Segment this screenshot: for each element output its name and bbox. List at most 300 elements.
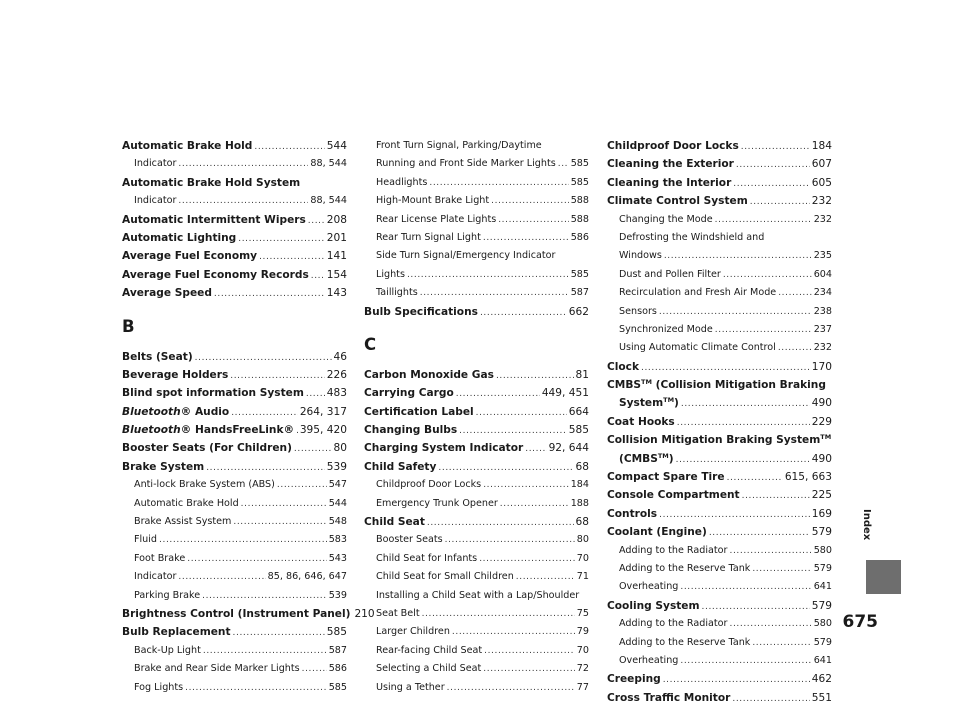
entry-label: Using Automatic Climate Control [619,342,776,354]
index-tab-marker [866,560,901,594]
index-entry[interactable] [607,137,832,155]
leader-dots [178,155,308,173]
leader-dots [525,440,546,458]
index-entry[interactable] [607,192,832,210]
leader-dots [447,679,575,697]
index-entry[interactable] [122,247,347,265]
entry-label: Console Compartment [607,489,740,502]
entry-pages: 662 [568,305,589,318]
leader-dots [729,615,811,633]
entry-label: Adding to the Radiator [619,544,728,556]
entry-label: Side Turn Signal/Emergency Indicator [376,250,556,262]
index-side-label: Index [861,509,872,541]
leader-dots [302,660,327,678]
leader-dots [709,524,810,542]
leader-dots [422,605,575,623]
entry-label: Recirculation and Fresh Air Mode [619,287,777,299]
index-subentry[interactable] [364,605,589,623]
entry-label: Windows [619,250,662,262]
index-subentry[interactable] [122,155,347,173]
entry-pages: 580 [813,544,832,556]
entry-label: Carrying Cargo [364,387,454,400]
index-subentry[interactable] [607,652,832,670]
entry-pages: 544 [326,140,347,152]
entry-label: Fog Lights [134,681,184,693]
entry-label: Belts (Seat) [122,350,193,363]
entry-label: Blind spot information System [122,387,304,400]
entry-pages: 579 [813,562,832,574]
index-entry[interactable] [607,394,832,412]
index-subentry[interactable] [607,284,832,302]
entry-pages: 141 [326,250,347,263]
entry-pages: 585 [570,176,589,188]
entry-label: Child Safety [364,460,437,473]
index-subentry[interactable] [364,679,589,697]
index-subentry[interactable] [607,560,832,578]
leader-dots [187,550,326,568]
entry-label: Synchronized Mode [619,323,713,335]
entry-pages: 70 [576,552,589,564]
entry-pages: 587 [570,287,589,299]
entry-label: Controls [607,507,658,520]
leader-dots [752,634,811,652]
entry-label: Changing Bulbs [364,424,458,437]
entry-label: Rear Turn Signal Light [376,231,481,243]
index-entry[interactable] [122,366,347,384]
entry-label: (CMBS™) [619,451,674,465]
leader-dots [483,660,574,678]
index-entry[interactable] [607,505,832,523]
entry-pages: 588 [570,213,589,225]
entry-label: Fluid [134,534,158,546]
entry-label: Creeping [607,673,661,686]
entry-pages: 587 [328,644,347,656]
section-letter: C [364,334,377,354]
index-subentry[interactable] [364,531,589,549]
leader-dots [452,623,575,641]
entry-pages: 462 [811,673,832,686]
entry-pages: 264, 317 [299,405,347,418]
index-subentry[interactable] [364,137,589,155]
entry-pages: 641 [813,654,832,666]
entry-label: Child Seat for Small Children [376,571,514,583]
index-subentry[interactable] [122,192,347,210]
index-subentry[interactable] [122,679,347,697]
index-subentry[interactable] [364,476,589,494]
entry-pages: 72 [576,663,589,675]
entry-pages: 641 [813,581,832,593]
entry-pages: 579 [813,636,832,648]
leader-dots [742,487,810,505]
leader-dots [723,266,812,284]
entry-pages: 585 [570,158,589,170]
index-subentry[interactable] [364,660,589,678]
entry-pages: 208 [326,213,347,226]
entry-label: Indicator [134,195,177,207]
leader-dots [496,367,574,385]
index-entry[interactable] [607,174,832,192]
index-subentry[interactable] [364,495,589,513]
entry-pages: 585 [326,626,347,639]
entry-label: Adding to the Reserve Tank [619,636,751,648]
leader-dots [233,513,326,531]
leader-dots [429,174,568,192]
entry-pages: 551 [811,691,832,704]
entry-pages: 238 [813,305,832,317]
entry-pages: 586 [328,663,347,675]
index-entry[interactable] [364,421,589,439]
entry-pages: 607 [811,158,832,171]
leader-dots [438,459,573,477]
entry-pages: 547 [328,479,347,491]
index-subentry[interactable] [607,229,832,247]
index-subentry[interactable] [607,321,832,339]
leader-dots [484,642,575,660]
index-entry[interactable] [122,403,347,421]
entry-pages: 586 [570,231,589,243]
index-subentry[interactable] [607,615,832,633]
entry-pages: 169 [811,507,832,520]
entry-pages: 46 [333,350,347,363]
index-entry[interactable] [364,458,589,476]
entry-label: Lights [376,268,405,280]
entry-label: Emergency Trunk Opener [376,497,498,509]
page-number: 675 [842,612,878,632]
index-subentry[interactable] [364,155,589,173]
index-subentry[interactable] [364,587,589,605]
index-entry[interactable] [607,523,832,541]
entry-label: Dust and Pollen Filter [619,268,721,280]
entry-pages: 395, 420 [299,424,347,437]
index-entry[interactable] [122,439,347,457]
index-subentry[interactable] [607,634,832,652]
entry-label: Climate Control System [607,195,748,208]
entry-label: Child Seat for Infants [376,552,478,564]
index-subentry[interactable] [122,587,347,605]
index-entry[interactable] [607,689,832,707]
leader-dots [159,531,327,549]
index-subentry[interactable] [122,495,347,513]
leader-dots [311,267,325,285]
leader-dots [727,469,783,487]
entry-pages: 543 [328,552,347,564]
index-subentry[interactable] [364,284,589,302]
entry-label: Bulb Specifications [364,305,478,318]
leader-dots [752,560,811,578]
leader-dots [259,248,325,266]
index-subentry[interactable] [364,174,589,192]
entry-label: Brake and Rear Side Marker Lights [134,663,300,675]
index-subentry[interactable] [607,339,832,357]
entry-label: Childproof Door Locks [376,479,482,491]
entry-label: Booster Seats (For Children) [122,442,292,455]
entry-pages: 234 [813,287,832,299]
index-subentry[interactable] [122,513,347,531]
leader-dots [778,284,812,302]
entry-pages: 71 [576,571,589,583]
leader-dots [178,192,308,210]
entry-label: Beverage Holders [122,368,229,381]
leader-dots [736,156,810,174]
index-entry[interactable] [607,358,832,376]
index-subentry[interactable] [122,642,347,660]
index-subentry[interactable] [364,623,589,641]
entry-pages: 490 [811,397,832,410]
index-subentry[interactable] [607,247,832,265]
index-entry[interactable] [122,137,347,155]
index-entry[interactable] [364,439,589,457]
index-entry[interactable] [122,623,347,641]
entry-label: Defrosting the Windshield and [619,231,765,243]
entry-pages: 615, 663 [784,471,832,484]
entry-pages: 490 [811,452,832,465]
entry-label: Brake System [122,460,205,473]
entry-pages: 579 [811,526,832,539]
entry-label: Indicator [134,571,177,583]
index-column-2 [364,137,589,697]
entry-label: Bulb Replacement [122,626,231,639]
index-entry[interactable] [364,384,589,402]
entry-label: Foot Brake [134,552,186,564]
entry-label: Charging System Indicator [364,442,524,455]
leader-dots [202,587,327,605]
entry-pages: 579 [811,599,832,612]
index-entry[interactable] [607,376,832,394]
leader-dots [516,568,575,586]
leader-dots [663,671,810,689]
index-subentry[interactable] [364,642,589,660]
entry-pages: 232 [813,213,832,225]
entry-pages: 80 [333,442,347,455]
entry-label: Sensors [619,305,657,317]
entry-pages: 184 [811,140,832,152]
index-entry[interactable] [122,229,347,247]
index-entry[interactable] [122,211,347,229]
entry-pages: 604 [813,268,832,280]
entry-label: Cleaning the Interior [607,176,732,189]
entry-label: Clock [607,360,640,373]
leader-dots [420,284,569,302]
entry-label: System™) [619,396,679,410]
index-entry[interactable] [122,266,347,284]
entry-label: Bluetooth® HandsFreeLink® [122,424,295,437]
index-entry[interactable] [122,458,347,476]
entry-label: Rear License Plate Lights [376,213,497,225]
entry-pages: 483 [326,387,347,400]
index-entry[interactable] [607,413,832,431]
entry-pages: 79 [576,626,589,638]
entry-label: Back-Up Light [134,644,201,656]
entry-label: Indicator [134,158,177,170]
leader-dots [715,321,812,339]
entry-pages: 539 [326,460,347,473]
entry-label: Automatic Brake Hold [122,140,253,152]
leader-dots [733,175,809,193]
index-subentry[interactable] [607,211,832,229]
index-subentry[interactable] [364,211,589,229]
index-entry[interactable] [607,468,832,486]
index-entry[interactable] [122,174,347,192]
index-subentry[interactable] [364,550,589,568]
index-entry[interactable] [607,450,832,468]
index-subentry[interactable] [122,660,347,678]
leader-dots [558,155,569,173]
entry-label: Average Fuel Economy Records [122,268,309,281]
entry-pages: 188 [570,497,589,509]
leader-dots [277,476,327,494]
leader-dots [296,422,298,440]
entry-label: Automatic Brake Hold System [122,176,301,189]
entry-label: Brake Assist System [134,516,232,528]
leader-dots [233,624,325,642]
entry-label: Cleaning the Exterior [607,158,734,171]
entry-label: Cross Traffic Monitor [607,691,731,704]
entry-label: Adding to the Radiator [619,618,728,630]
leader-dots [729,542,811,560]
index-subentry[interactable] [122,568,347,586]
entry-pages: 201 [326,231,347,244]
index-subentry[interactable] [364,247,589,265]
entry-pages: 449, 451 [541,387,589,400]
entry-label: Adding to the Reserve Tank [619,562,751,574]
entry-label: Cooling System [607,599,700,612]
entry-pages: 235 [813,250,832,262]
index-subentry[interactable] [122,531,347,549]
index-subentry[interactable] [364,568,589,586]
entry-label: Overheating [619,581,679,593]
entry-pages: 664 [568,405,589,418]
index-entry[interactable] [122,421,347,439]
index-entry[interactable] [122,348,347,366]
entry-pages: 170 [811,360,832,373]
leader-dots [308,212,325,230]
leader-dots [681,395,810,413]
entry-label: Running and Front Side Marker Lights [376,158,556,170]
entry-pages: 539 [328,589,347,601]
leader-dots [238,230,325,248]
leader-dots [445,531,575,549]
index-subentry[interactable] [364,229,589,247]
index-entry[interactable] [122,605,375,623]
leader-dots [195,349,332,367]
leader-dots [732,690,809,708]
leader-dots [306,385,325,403]
entry-pages: 77 [576,681,589,693]
index-entry[interactable] [364,366,589,384]
index-entry[interactable] [364,513,589,531]
leader-dots [214,285,325,303]
index-column-3 [607,137,832,707]
entry-label: Seat Belt [376,607,420,619]
index-entry[interactable] [607,155,832,173]
entry-label: Average Fuel Economy [122,250,258,263]
entry-label: High-Mount Brake Light [376,195,490,207]
leader-dots [498,211,568,229]
index-entry[interactable] [607,670,832,688]
index-subentry[interactable] [364,266,589,284]
index-entry[interactable] [364,403,589,421]
entry-pages: 225 [811,489,832,502]
entry-pages: 585 [570,268,589,280]
entry-pages: 88, 544 [310,195,347,207]
leader-dots [500,495,569,513]
index-subentry[interactable] [607,303,832,321]
entry-pages: 585 [328,681,347,693]
entry-pages: 585 [568,424,589,437]
index-subentry[interactable] [122,476,347,494]
entry-label: Changing the Mode [619,213,713,225]
leader-dots [231,404,298,422]
entry-label: Parking Brake [134,589,201,601]
entry-label: Anti-lock Brake System (ABS) [134,479,275,491]
index-entry[interactable] [607,486,832,504]
index-entry[interactable] [122,384,347,402]
entry-label: Automatic Intermittent Wipers [122,213,306,226]
entry-label: Overheating [619,654,679,666]
entry-label: Rear-facing Child Seat [376,644,483,656]
leader-dots [677,414,810,432]
entry-pages: 184 [570,479,589,491]
index-subentry[interactable] [607,542,832,560]
leader-dots [178,568,265,586]
entry-pages: 588 [570,195,589,207]
leader-dots [459,422,567,440]
leader-dots [294,440,332,458]
entry-pages: 85, 86, 646, 647 [267,571,347,583]
entry-pages: 583 [328,534,347,546]
leader-dots [659,506,810,524]
leader-dots [480,304,567,322]
index-entry[interactable] [122,284,347,302]
entry-pages: 605 [811,176,832,189]
entry-pages: 143 [326,287,347,300]
entry-label: Child Seat [364,516,425,529]
leader-dots [479,550,575,568]
entry-pages: 81 [575,368,589,381]
entry-label: Installing a Child Seat with a Lap/Shoulder [376,589,580,601]
entry-pages: 70 [576,644,589,656]
entry-label: Front Turn Signal, Parking/Daytime [376,140,542,151]
index-entry[interactable] [607,597,832,615]
entry-pages: 210 [354,607,375,620]
entry-pages: 548 [328,516,347,528]
index-subentry[interactable] [122,550,347,568]
entry-pages: 75 [576,607,589,619]
entry-label: Using a Tether [376,681,445,693]
leader-dots [241,495,327,513]
entry-pages: 580 [813,618,832,630]
leader-dots [483,229,569,247]
leader-dots [203,642,327,660]
leader-dots [185,679,327,697]
entry-pages: 229 [811,415,832,428]
leader-dots [659,303,812,321]
entry-pages: 92, 644 [548,442,589,455]
index-entry[interactable] [364,303,589,321]
index-subentry[interactable] [364,192,589,210]
index-subentry[interactable] [607,578,832,596]
leader-dots [741,138,810,156]
index-subentry[interactable] [607,266,832,284]
entry-label: Compact Spare Tire [607,471,725,484]
entry-label: Carbon Monoxide Gas [364,368,494,381]
leader-dots [641,359,810,377]
entry-pages: 544 [328,497,347,509]
entry-pages: 226 [326,368,347,381]
entry-label: Certification Label [364,405,474,418]
index-entry[interactable] [607,431,832,449]
leader-dots [230,367,325,385]
